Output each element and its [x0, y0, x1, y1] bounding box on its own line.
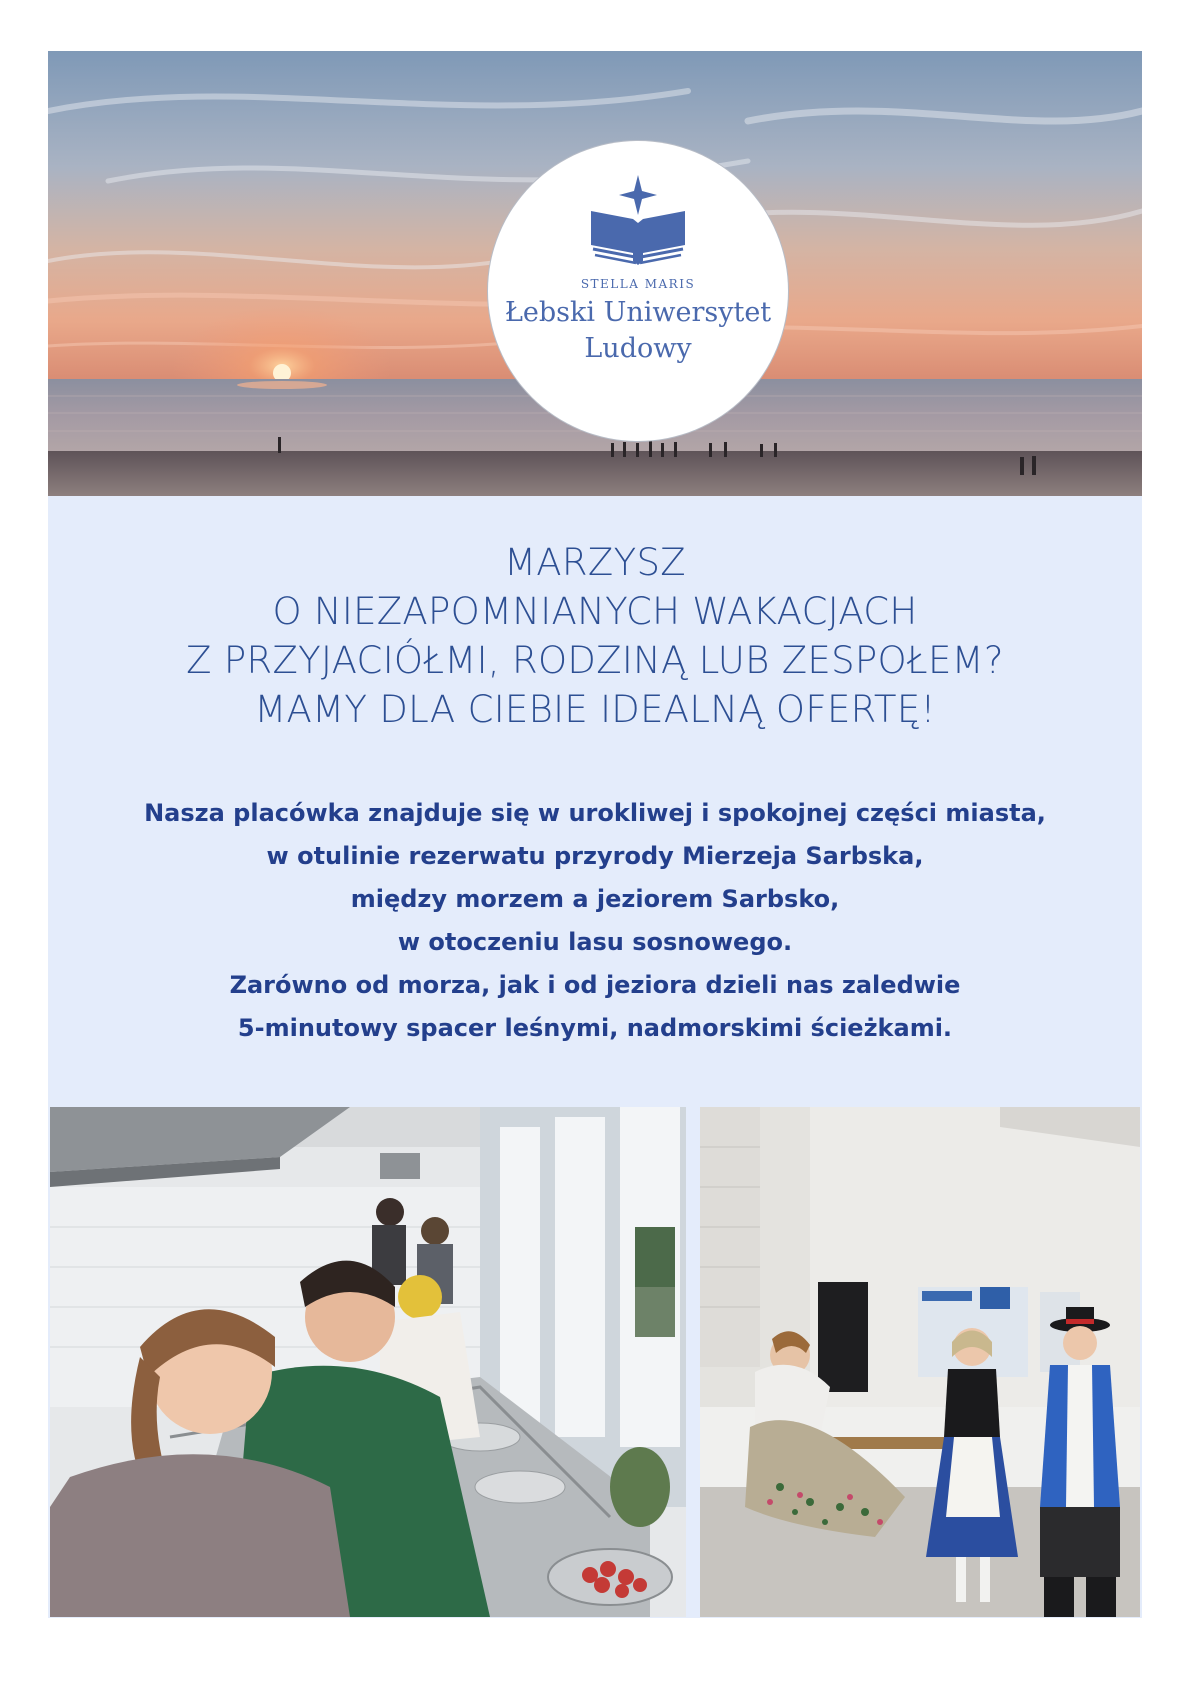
folk-costume-photo [700, 1107, 1140, 1617]
headline-line: MAMY DLA CIEBIE IDEALNĄ OFERTĘ! [254, 688, 936, 731]
description [48, 792, 1142, 1050]
description-line: 5-minutowy spacer leśnymi, nadmorskimi ścieżkami. [237, 1014, 953, 1042]
open-book-with-star-icon [589, 175, 687, 267]
logo-name-line2: Ludowy [584, 333, 692, 364]
headline-line: O NIEZAPOMNIANYCH WAKACJACH [272, 590, 918, 633]
description-line: między morzem a jeziorem Sarbsko, [350, 885, 840, 913]
logo-tagline: STELLA MARIS [580, 277, 696, 291]
description-line: w otulinie rezerwatu przyrody Mierzeja Sarbska, [266, 842, 924, 870]
description-line: Nasza placówka znajduje się w urokliwej i spokojnej części miasta, [144, 799, 1046, 827]
kitchen-workshop-photo [50, 1107, 686, 1617]
kitchen-image [50, 1107, 686, 1617]
headline-line: MARZYSZ [504, 541, 686, 584]
headline [48, 538, 1142, 734]
folk-costume-image [700, 1107, 1140, 1617]
logo-name [488, 295, 788, 367]
description-line: Zarówno od morza, jak i od jeziora dzieli nas zaledwie [229, 971, 961, 999]
description-line: w otoczeniu lasu sosnowego. [397, 928, 793, 956]
logo-name-line1: Łebski Uniwersytet [504, 297, 772, 328]
headline-line: Z PRZYJACIÓŁMI, RODZINĄ LUB ZESPOŁEM? [186, 639, 1004, 682]
hero-sunset-photo [48, 51, 1142, 496]
logo-badge [488, 141, 788, 441]
